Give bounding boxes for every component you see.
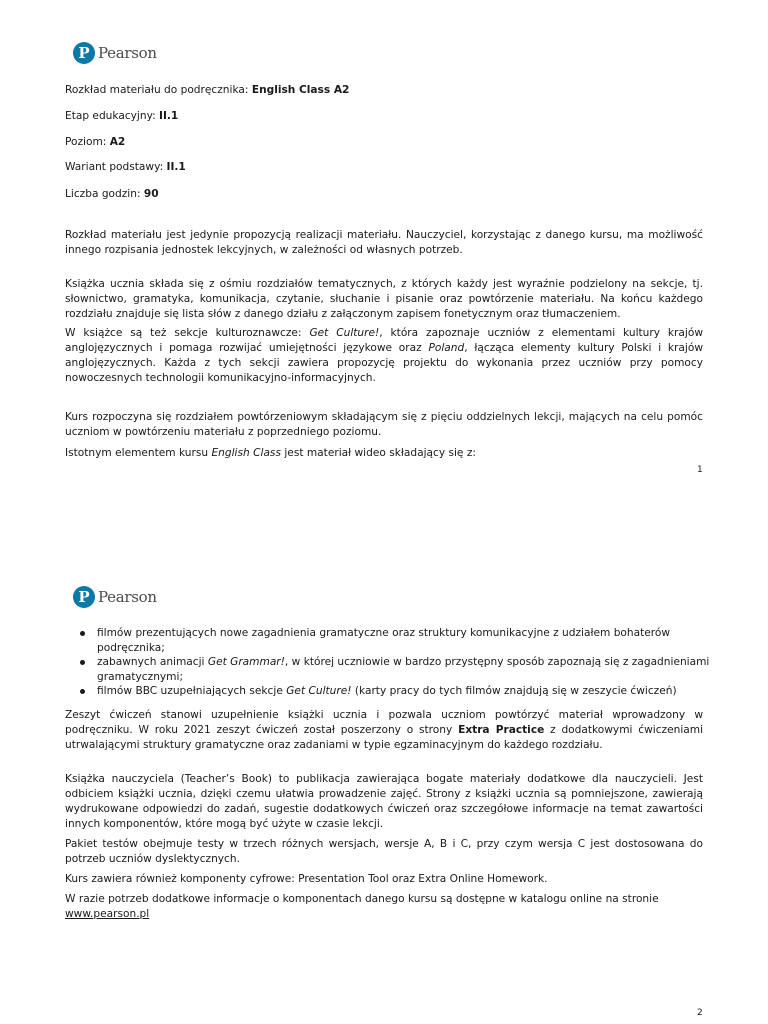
- meta-variant-value: II.1: [166, 161, 186, 173]
- extra-practice-title: Extra Practice: [458, 724, 545, 736]
- tests-paragraph: Pakiet testów obejmuje testy w trzech różnych wersjach, wersje A, B i C, przy czym wersja C jest dostosowana do potrzeb uczniów dyslektycznych.: [65, 838, 703, 865]
- get-culture-title: Get Culture!: [309, 327, 380, 339]
- bullet-icon: [80, 689, 85, 694]
- workbook-paragraph: Zeszyt ćwiczeń stanowi uzupełnienie książki ucznia i pozwala uczniom powtórzyć materiał wprowadzony w podręczniku. W roku 2021 zeszyt ćwiczeń został poszerzony o strony Extra Practice z dodatkowymi ćwiczeniami utrwalającymi struktury gramatyczne oraz zadaniami w typie egzaminacyjnym do każdego rozdziału.: [65, 709, 704, 751]
- meta-hours: Liczba godzin: 90: [65, 188, 159, 200]
- teachers-book-paragraph: Książka nauczyciela (Teacher’s Book) to publikacja zawierająca bogate materiały dodatkowe dla nauczycieli. Jest odbiciem książki ucznia, dzięki czemu ułatwia prowadzenie zajęć. Strony z książki ucznia są pomniejszone, zawierają wydrukowane odpowiedzi do zadań, sugestie dodatkowych ćwiczeń oraz szczegółowe informacje na temat zawartości innych komponentów, które mogą być użyte w czasie lekcji.: [65, 773, 703, 830]
- pearson-p-icon: P: [73, 42, 95, 64]
- meta-variant: Wariant podstawy: II.1: [65, 161, 186, 173]
- page-number-2: 2: [697, 1008, 703, 1018]
- video-materials-list: [65, 626, 737, 699]
- digital-paragraph: Kurs zawiera również komponenty cyfrowe: Presentation Tool oraz Extra Online Homework.: [65, 873, 548, 885]
- logo-wordmark: Pearson: [98, 44, 157, 62]
- culture-paragraph: W książce są też sekcje kulturoznawcze: Get Culture!, która zapoznaje uczniów z elementami kultury krajów anglojęzycznych i pomaga rozwijać umiejętności językowe oraz Poland, łącząca elementy kultury Polski i krajów anglojęzycznych. Każda z tych sekcji zawiera propozycję projektu do wykonania przez uczniów przy pomocy nowoczesnych technologii komunikacyjno-informacyjnych.: [65, 327, 703, 384]
- get-culture-title: Get Culture!: [286, 685, 352, 698]
- video-paragraph: Istotnym elementem kursu English Class jest materiał wideo składający się z:: [65, 447, 476, 459]
- more-info-paragraph: W razie potrzeb dodatkowe informacje o komponentach danego kursu są dostępne w katalogu online na stronie www.pearson.pl: [65, 893, 659, 920]
- bullet-icon: [80, 660, 85, 665]
- meta-level-value: A2: [109, 136, 126, 148]
- meta-stage: Etap edukacyjny: II.1: [65, 110, 179, 122]
- meta-textbook-value: English Class A2: [251, 84, 350, 96]
- get-grammar-title: Get Grammar!: [207, 656, 285, 669]
- bullet-icon: [80, 631, 85, 636]
- pearson-logo: [73, 586, 157, 608]
- list-item: zabawnych animacji Get Grammar!, w której uczniowie w bardzo przystępny sposób zapoznają się z zagadnieniami gramatycznymi;: [97, 655, 737, 684]
- structure-paragraph: Książka ucznia składa się z ośmiu rozdziałów tematycznych, z których każdy jest wyraźnie podzielony na sekcje, tj. słownictwo, gramatyka, komunikacja, czytanie, słuchanie i pisanie oraz powtórzenie materiału. Na końcu każdego rozdziału znajduje się lista słów z danego działu z załączonym zapisem fonetycznym oraz tłumaczeniem.: [65, 278, 703, 320]
- poland-title: Poland: [428, 342, 465, 354]
- revision-paragraph: Kurs rozpoczyna się rozdziałem powtórzeniowym składającym się z pięciu oddzielnych lekcji, mających na celu pomóc uczniom w powtórzeniu materiału z poprzedniego poziomu.: [65, 411, 703, 438]
- logo-wordmark: Pearson: [98, 588, 157, 606]
- intro-paragraph: Rozkład materiału jest jedynie propozycją realizacji materiału. Nauczyciel, korzystając z danego kursu, ma możliwość innego rozpisania jednostek lekcyjnych, w zależności od własnych potrzeb.: [65, 229, 703, 256]
- meta-hours-value: 90: [143, 188, 159, 200]
- pearson-p-icon: P: [73, 586, 95, 608]
- pearson-logo: [73, 42, 157, 64]
- meta-textbook: Rozkład materiału do podręcznika: English Class A2: [65, 84, 350, 96]
- list-item: filmów BBC uzupełniających sekcje Get Culture! (karty pracy do tych filmów znajdują się w zeszycie ćwiczeń): [97, 684, 737, 699]
- meta-level: Poziom: A2: [65, 136, 126, 148]
- english-class-title: English Class: [211, 447, 281, 459]
- page-number-1: 1: [697, 465, 703, 475]
- pearson-website-link[interactable]: www.pearson.pl: [65, 908, 150, 920]
- meta-stage-value: II.1: [159, 110, 179, 122]
- list-item: filmów prezentujących nowe zagadnienia gramatyczne oraz struktury komunikacyjne z udziałem bohaterów podręcznika;: [97, 626, 737, 655]
